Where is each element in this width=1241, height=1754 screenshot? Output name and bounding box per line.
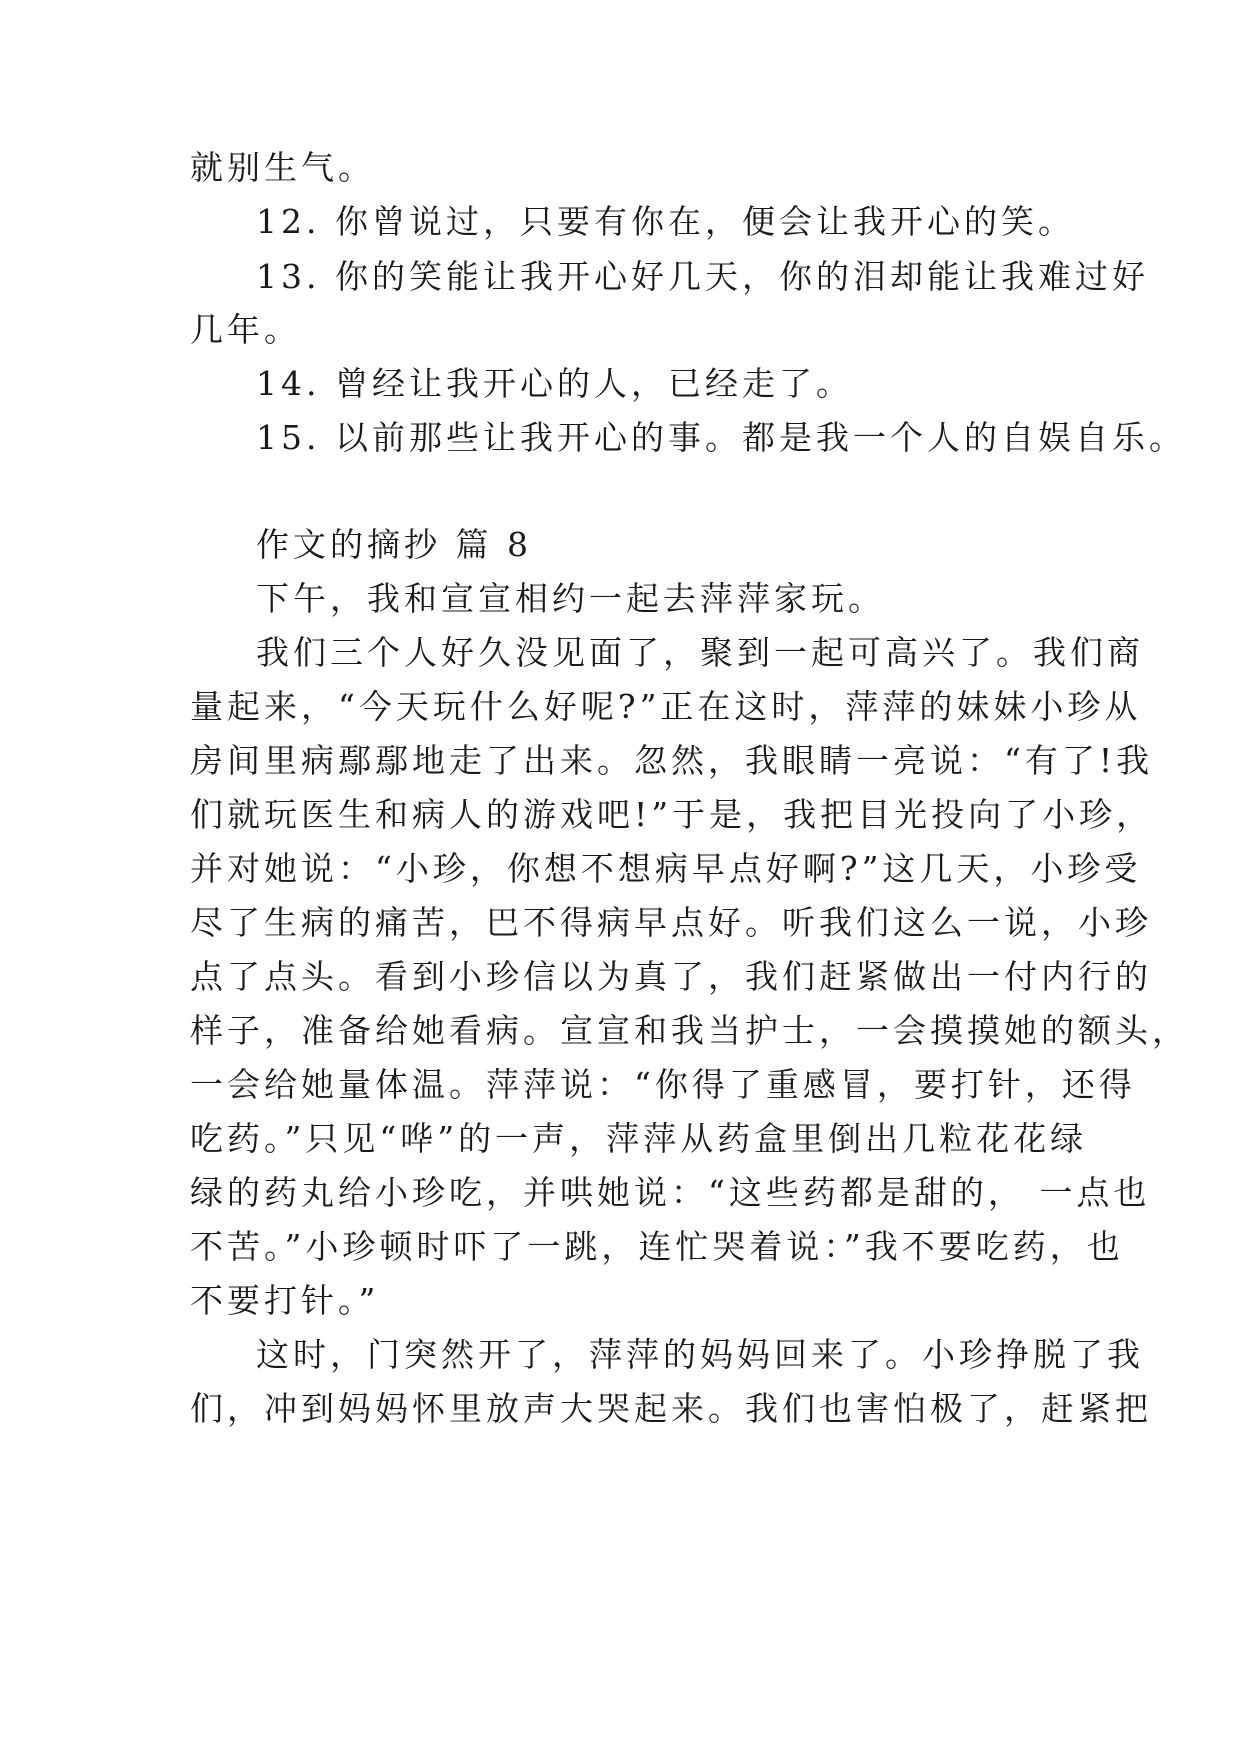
- paragraph-line: 并对她说：“小珍，你想不想病早点好啊?”这几天，小珍受: [190, 849, 1142, 888]
- paragraph-line: 绿的药丸给小珍吃，并哄她说：“这些药都是甜的， 一点也: [190, 1173, 1151, 1212]
- paragraph-line: 样子，准备给她看病。宣宣和我当护士，一会摸摸她的额头，: [190, 1011, 1189, 1050]
- text-line: 就别生气。: [190, 148, 375, 187]
- paragraph-line: 不要打针。”: [190, 1281, 380, 1320]
- paragraph-line: 这时，门突然开了，萍萍的妈妈回来了。小珍挣脱了我: [256, 1335, 1144, 1374]
- list-item-14: 14. 曾经让我开心的人，已经走了。: [256, 364, 853, 403]
- paragraph-line: 下午，我和宣宣相约一起去萍萍家玩。: [256, 579, 885, 618]
- paragraph-line: 不苦。”小珍顿时吓了一跳，连忙哭着说：”我不要吃药，也: [190, 1227, 1124, 1266]
- text-line: 几年。: [190, 310, 301, 349]
- paragraph-line: 房间里病鄢鄢地走了出来。忽然，我眼睛一亮说：“有了!我: [190, 741, 1154, 780]
- paragraph-line: 吃药。”只见“哗”的一声，萍萍从药盒里倒出几粒花花绿: [190, 1119, 1088, 1158]
- paragraph-line: 们就玩医生和病人的游戏吧!”于是，我把目光投向了小珍，: [190, 795, 1154, 834]
- paragraph-line: 们，冲到妈妈怀里放声大哭起来。我们也害怕极了，赶紧把: [190, 1389, 1152, 1428]
- paragraph-line: 点了点头。看到小珍信以为真了，我们赶紧做出一付内行的: [190, 957, 1152, 996]
- list-item-13: 13. 你的笑能让我开心好几天，你的泪却能让我难过好: [256, 257, 1149, 296]
- paragraph-line: 我们三个人好久没见面了，聚到一起可高兴了。我们商: [256, 633, 1144, 672]
- paragraph-line: 尽了生病的痛苦，巴不得病早点好。听我们这么一说，小珍: [190, 903, 1152, 942]
- list-item-15: 15. 以前那些让我开心的事。都是我一个人的自娱自乐。: [256, 418, 1186, 457]
- section-heading: 作文的摘抄 篇 8: [256, 525, 532, 564]
- paragraph-line: 量起来，“今天玩什么好呢?”正在这时，萍萍的妹妹小珍从: [190, 687, 1142, 726]
- list-item-12: 12. 你曾说过，只要有你在，便会让我开心的笑。: [256, 202, 1075, 241]
- paragraph-line: 一会给她量体温。萍萍说：“你得了重感冒，要打针，还得: [190, 1065, 1136, 1104]
